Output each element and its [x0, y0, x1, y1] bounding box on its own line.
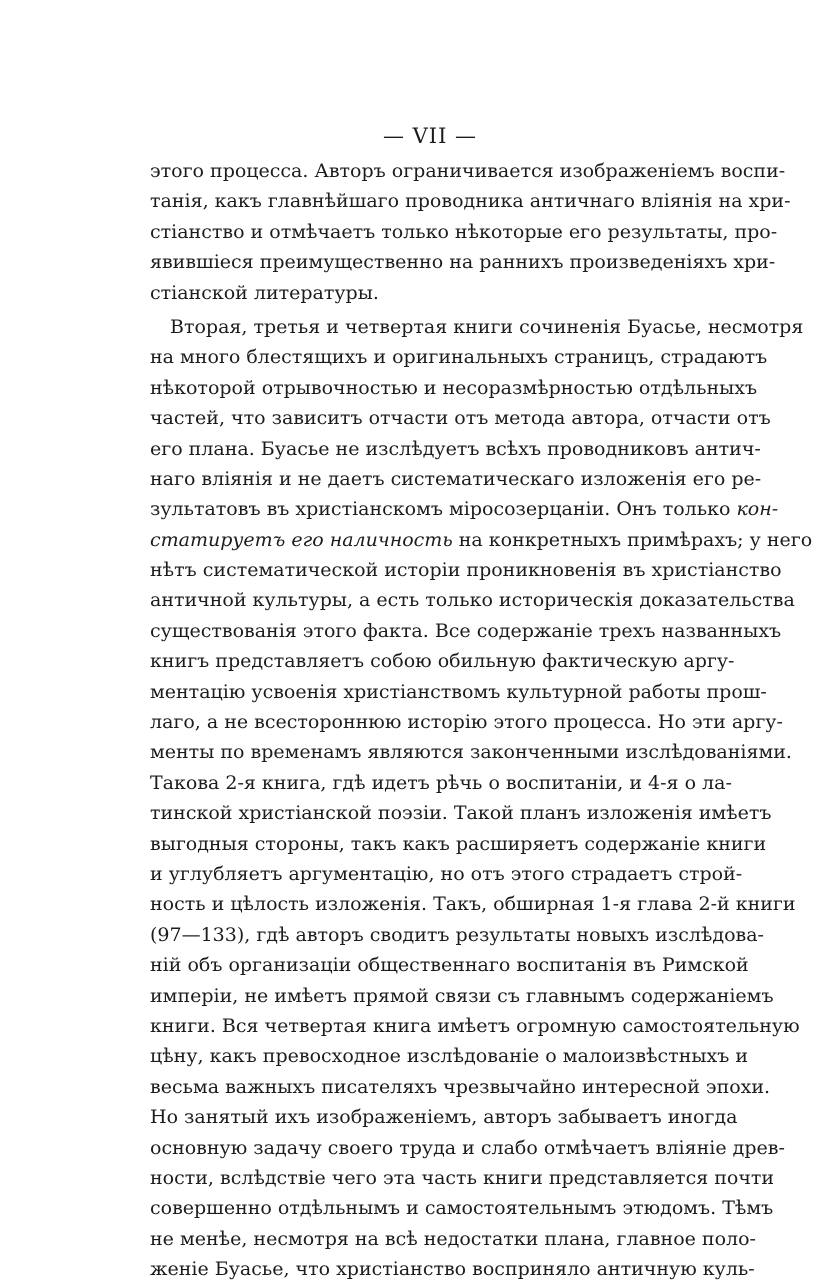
text-line: женіе Буасье, что христіанство восприняло античную куль- — [150, 1258, 755, 1281]
text-line: имперіи, не имѣетъ прямой связи съ главнымъ содержаніемъ — [150, 984, 774, 1007]
text-line: Такова 2-я книга, гдѣ идетъ рѣчь о воспитаніи, и 4-я о ла- — [150, 771, 732, 794]
text-line: лаго, а не всестороннюю исторію этого процесса. Но эти аргу- — [150, 711, 783, 734]
text-line: ній объ организаціи общественнаго воспитанія въ Римской — [150, 954, 749, 977]
text-line: нѣтъ систематической исторіи проникновенія въ христіанство — [150, 559, 782, 582]
text-line: на много блестящихъ и оригинальныхъ страницъ, страдаютъ — [150, 346, 768, 369]
text-line — [150, 525, 813, 555]
text-line: существованія этого факта. Все содержаніе трехъ названныхъ — [150, 619, 782, 642]
text-line: весьма важныхъ писателяхъ чрезвычайно интересной эпохи. — [150, 1075, 771, 1098]
paragraph-1 — [150, 156, 791, 308]
text-line: его плана. Буасье не изслѣдуетъ всѣхъ проводниковъ антич- — [150, 437, 761, 460]
text-segment: на конкретныхъ примѣрахъ; у него — [458, 528, 813, 551]
text-line: выгодныя стороны, такъ какъ расширяетъ содержаніе книги — [150, 832, 767, 855]
text-line: стіанство и отмѣчаетъ только нѣкоторые его результаты, про- — [150, 220, 778, 243]
text-line: (97—133), гдѣ авторъ сводитъ результаты новыхъ изслѣдова- — [150, 923, 764, 946]
text-line: ность и цѣлость изложенія. Такъ, обширная 1-я глава 2-й книги — [150, 893, 796, 916]
text-line: нѣкоторой отрывочностью и несоразмѣрностью отдѣльныхъ — [150, 376, 758, 399]
text-line: основную задачу своего труда и слабо отмѣчаетъ вліяніе древ- — [150, 1136, 785, 1159]
text-line: этого процесса. Авторъ ограничивается изображеніемъ воспи- — [150, 160, 786, 182]
page-number: — VII — — [382, 124, 478, 148]
text-line: книги. Вся четвертая книга имѣетъ огромную самостоятельную — [150, 1014, 800, 1037]
italic-text: кон- — [736, 498, 779, 521]
italic-text: статируетъ его наличность — [150, 528, 453, 551]
text-line: наго вліянія и не даетъ систематическаго изложенія его ре- — [150, 467, 762, 490]
text-line: ментацію усвоенія христіанствомъ культурной работы прош- — [150, 680, 767, 703]
text-line: стіанской литературы. — [150, 281, 379, 304]
text-line: и углубляетъ аргументацію, но отъ этого страдаетъ строй- — [150, 862, 743, 885]
text-line: Вторая, третья и четвертая книги сочиненія Буасье, несмотря — [170, 315, 804, 338]
text-line: танія, какъ главнѣйшаго проводника античнаго вліянія на хри- — [150, 190, 791, 213]
text-line: не менѣе, несмотря на всѣ недостатки плана, главное поло- — [150, 1227, 756, 1250]
text-line: менты по временамъ являются законченными изслѣдованіями. — [150, 741, 792, 764]
text-line: цѣну, какъ превосходное изслѣдованіе о малоизвѣстныхъ и — [150, 1045, 748, 1068]
text-line: тинской христіанской поэзіи. Такой планъ изложенія имѣетъ — [150, 802, 772, 825]
text-line: античной культуры, а есть только историческія доказательства — [150, 589, 795, 612]
paragraph-2 — [150, 312, 813, 1284]
text-line: Но занятый ихъ изображеніемъ, авторъ забываетъ иногда — [150, 1106, 738, 1129]
text-line: явившіеся преимущественно на раннихъ произведеніяхъ хри- — [150, 251, 776, 274]
text-line: частей, что зависитъ отчасти отъ метода автора, отчасти отъ — [150, 407, 771, 430]
text-line — [150, 494, 779, 524]
text-segment: зультатовъ въ христіанскомъ міросозерцаніи. Онъ только — [150, 498, 731, 521]
page — [150, 116, 813, 1284]
text-line: ности, вслѣдствіе чего эта часть книги представляется почти — [150, 1166, 775, 1189]
text-line: книгъ представляетъ собою обильную фактическую аргу- — [150, 650, 735, 673]
text-line: совершенно отдѣльнымъ и самостоятельнымъ этюдомъ. Тѣмъ — [150, 1197, 774, 1220]
